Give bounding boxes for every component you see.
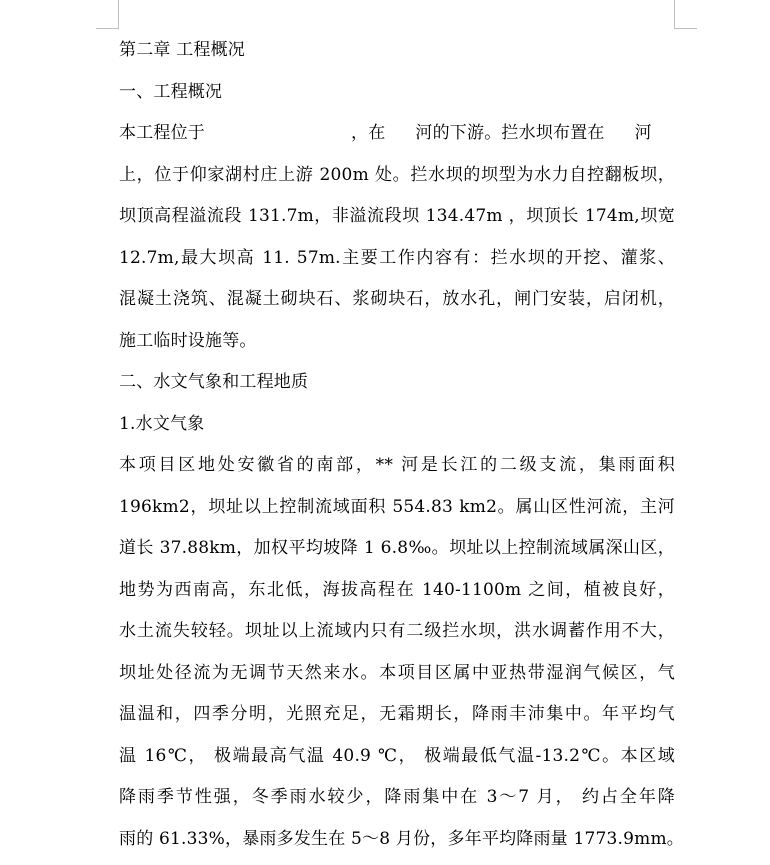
paragraph-line: 温温和，四季分明，光照充足，无霜期长，降雨丰沛集中。年平均气	[119, 704, 675, 724]
section-heading: 二、水文气象和工程地质	[119, 372, 309, 392]
paragraph-line: 上，位于仰家湖村庄上游 200m 处。拦水坝的坝型为水力自控翻板坝，	[119, 164, 675, 185]
paragraph-line: 温 16℃， 极端最高气温 40.9 ℃， 极端最低气温-13.2℃。本区域	[119, 745, 675, 766]
paragraph-line: 地势为西南高，东北低，海拔高程在 140-1100m 之间，植被良好，	[119, 579, 675, 600]
text-segment: 河的下游。拦水坝布置在	[415, 123, 605, 143]
crop-mark-top-left	[96, 0, 119, 29]
paragraph-line: 降雨季节性强，冬季雨水较少，降雨集中在 3～7 月， 约占全年降	[119, 787, 675, 807]
paragraph-line: 道长 37.88km，加权平均坡降 1 6.8‰。坝址以上控制流域属深山区，	[119, 538, 675, 558]
chapter-heading: 第二章 工程概况	[119, 40, 246, 60]
paragraph-line: 坝址处径流为无调节天然来水。本项目区属中亚热带湿润气候区，气	[119, 662, 675, 683]
paragraph-line: 196km2，坝址以上控制流域面积 554.83 km2。属山区性河流，主河	[119, 496, 675, 517]
subsection-heading: 1.水文气象	[119, 413, 205, 434]
document-body[interactable]	[119, 33, 684, 863]
text-segment: ，在	[351, 123, 386, 143]
paragraph-line: 雨的 61.33%，暴雨多发生在 5～8 月份，多年平均降雨量 1773.9mm。	[119, 828, 684, 849]
text-segment: 河	[634, 123, 652, 143]
paragraph-line: 12.7m,最大坝高 11. 57m.主要工作内容有：拦水坝的开挖、灌浆、	[119, 247, 675, 268]
text-segment: 本工程位于	[119, 123, 205, 143]
paragraph-line: 坝顶高程溢流段 131.7m，非溢流段坝 134.47m ，坝顶长 174m,坝宽	[119, 206, 675, 226]
crop-mark-top-right	[674, 0, 697, 29]
paragraph-line: 水土流失较轻。坝址以上流域内只有二级拦水坝，洪水调蓄作用不大，	[119, 621, 675, 641]
paragraph-line	[119, 116, 675, 158]
paragraph-line: 施工临时设施等。	[119, 330, 257, 351]
paragraph-line: 本项目区地处安徽省的南部，** 河是长江的二级支流，集雨面积	[119, 455, 675, 475]
section-heading: 一、工程概况	[119, 81, 223, 102]
paragraph-line: 混凝土浇筑、混凝土砌块石、浆砌块石，放水孔，闸门安装，启闭机，	[119, 289, 675, 309]
